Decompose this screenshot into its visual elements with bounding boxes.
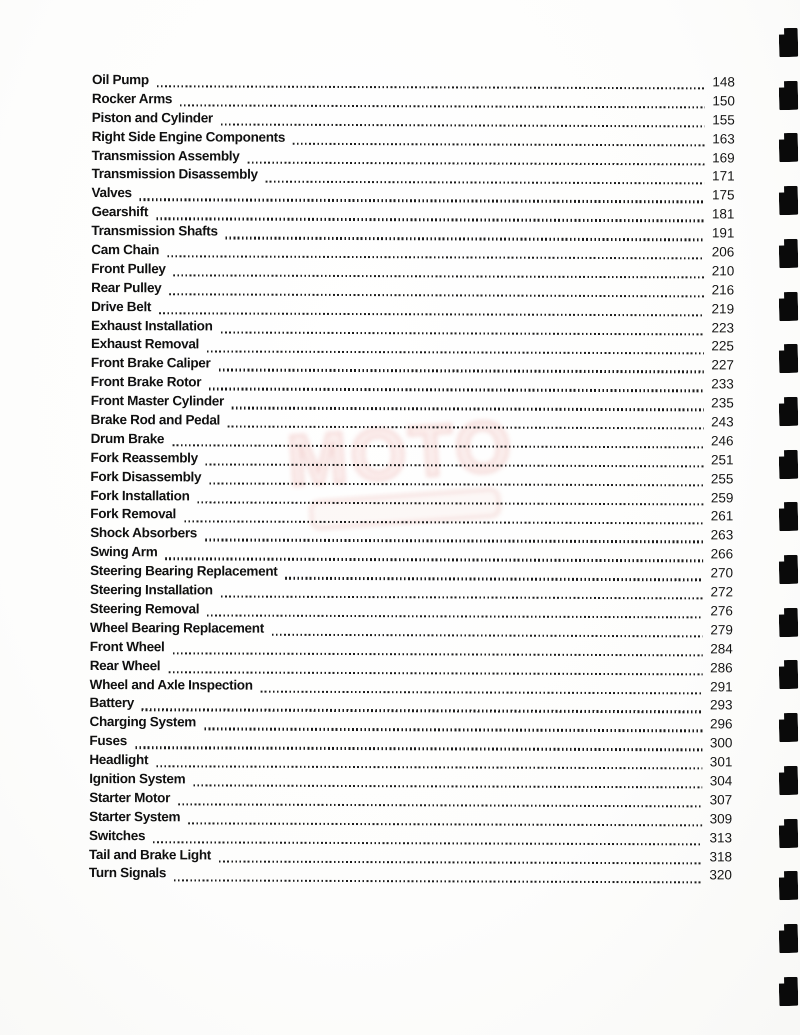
toc-entry-page: 181: [711, 206, 735, 222]
binder-tab-mark: [779, 344, 799, 373]
toc-entry: [90, 658, 733, 679]
dot-leader: [285, 577, 703, 581]
dot-leader: [247, 161, 704, 165]
toc-entry: [91, 299, 734, 320]
toc-entry: [90, 563, 733, 584]
toc-entry-page: 246: [711, 433, 734, 449]
toc-entry-page: 270: [710, 565, 734, 581]
toc-entry-page: 263: [710, 527, 734, 543]
toc-entry-title: Headlight: [89, 752, 149, 768]
toc-entry: [91, 204, 734, 225]
toc-entry: [89, 790, 732, 811]
toc-entry: [91, 261, 734, 282]
binder-tab-mark: [779, 818, 799, 847]
toc-entry-title: Drive Belt: [91, 298, 152, 314]
toc-entry: [91, 318, 734, 339]
toc-entry: [91, 336, 734, 357]
dot-leader: [218, 369, 703, 373]
toc-entry-page: 227: [711, 357, 734, 373]
dot-leader: [159, 312, 704, 316]
toc-entry: [90, 695, 733, 716]
toc-entry-title: Valves: [91, 185, 132, 201]
toc-entry: [92, 72, 735, 93]
toc-entry-page: 163: [712, 131, 735, 147]
toc-entry-title: Rear Pulley: [91, 279, 162, 296]
toc-entry: [90, 506, 733, 527]
toc-entry: [91, 393, 734, 414]
toc-entry-page: 225: [711, 338, 734, 354]
dot-leader: [167, 255, 704, 259]
binder-tab-mark: [779, 397, 799, 426]
dot-leader: [153, 841, 702, 845]
toc-entry-title: Front Master Cylinder: [90, 393, 225, 409]
toc-entry-title: Battery: [89, 695, 135, 711]
toc-entry-title: Fork Removal: [90, 506, 177, 522]
dot-leader: [178, 803, 702, 807]
toc-entry-title: Piston and Cylinder: [91, 109, 213, 126]
dot-leader: [168, 671, 702, 675]
toc-entry-page: 191: [711, 225, 735, 241]
toc-entry-page: 293: [710, 697, 733, 713]
toc-entry: [90, 488, 733, 509]
toc-entry-title: Gearshift: [91, 204, 149, 220]
toc-entry-title: Starter System: [89, 808, 181, 825]
toc-entry-title: Transmission Shafts: [91, 223, 218, 239]
toc-entry: [91, 223, 734, 244]
dot-leader: [221, 123, 705, 127]
toc-entry-page: 318: [709, 848, 733, 864]
binder-tab-mark: [779, 291, 799, 320]
binder-tab-mark: [779, 449, 799, 478]
dot-leader: [232, 407, 704, 411]
toc-entry-page: 284: [710, 641, 733, 657]
dot-leader: [209, 388, 704, 392]
dot-leader: [219, 860, 702, 864]
toc-entry: [90, 582, 733, 603]
dot-leader: [207, 350, 704, 354]
dot-leader: [198, 501, 704, 505]
dot-leader: [165, 558, 703, 562]
dot-leader: [261, 690, 703, 694]
toc-entry-title: Exhaust Removal: [90, 336, 200, 352]
toc-entry-title: Fork Installation: [90, 487, 190, 503]
toc-entry-title: Shock Absorbers: [90, 525, 198, 541]
dot-leader: [172, 652, 702, 656]
dot-leader: [206, 463, 704, 467]
toc-entry: [90, 676, 733, 697]
binder-tab-mark: [779, 766, 799, 795]
toc-entry: [90, 620, 733, 641]
binder-tab-mark: [779, 28, 799, 57]
dot-leader: [188, 822, 702, 826]
toc-entry: [91, 280, 734, 301]
dot-leader: [184, 520, 703, 524]
toc-entry-title: Right Side Engine Components: [91, 128, 286, 145]
toc-entry-page: 169: [712, 149, 735, 166]
toc-entry-page: 171: [712, 168, 735, 184]
toc-entry-title: Steering Bearing Replacement: [90, 563, 278, 579]
dot-leader: [180, 104, 705, 108]
toc-entry-page: 313: [709, 830, 733, 846]
dot-leader: [193, 784, 702, 788]
toc-entry-page: 216: [711, 282, 735, 298]
toc-entry: [89, 733, 732, 754]
toc-entry-title: Ignition System: [89, 770, 186, 787]
toc-entry-title: Front Pulley: [91, 260, 166, 277]
toc-entry: [90, 639, 733, 660]
toc-entry-title: Fuses: [89, 733, 127, 749]
toc-entry-page: 155: [712, 112, 735, 128]
toc-entry: [91, 185, 734, 206]
toc-entry: [89, 847, 732, 868]
toc-entry-page: 148: [712, 74, 735, 90]
toc-entry-title: Front Wheel: [89, 638, 165, 655]
dot-leader: [266, 180, 705, 184]
toc-entry-title: Charging System: [89, 714, 197, 730]
toc-entry: [92, 110, 735, 131]
dot-leader: [174, 274, 705, 278]
binder-tab-mark: [779, 976, 799, 1005]
dot-leader: [204, 728, 702, 732]
toc-entry-title: Exhaust Installation: [90, 317, 213, 334]
toc-entry-title: Wheel and Axle Inspection: [89, 676, 253, 693]
toc-list: [89, 72, 735, 887]
toc-entry-page: 255: [710, 471, 734, 487]
toc-entry-title: Steering Removal: [89, 600, 200, 617]
toc-entry-page: 291: [710, 678, 733, 694]
toc-entry-title: Front Brake Rotor: [90, 374, 202, 390]
toc-entry-page: 276: [710, 603, 733, 619]
toc-entry: [89, 865, 732, 886]
toc-entry: [90, 601, 733, 622]
dot-leader: [205, 539, 703, 543]
binder-tab-mark: [779, 713, 799, 742]
binder-tab-mark: [779, 133, 799, 162]
binder-tab-mark: [779, 660, 799, 689]
binder-tab-mark: [779, 502, 799, 531]
toc-entry-title: Switches: [89, 827, 146, 843]
dot-leader: [272, 634, 703, 638]
toc-entry: [89, 714, 732, 735]
toc-entry-title: Rocker Arms: [91, 90, 173, 107]
dot-leader: [135, 746, 702, 750]
toc-entry: [91, 242, 734, 263]
toc-entry-page: 307: [709, 792, 733, 808]
toc-entry: [91, 412, 734, 433]
toc-entry-page: 150: [712, 93, 735, 109]
toc-entry: [89, 828, 732, 849]
dot-leader: [226, 237, 705, 241]
toc-entry: [92, 91, 735, 112]
toc-entry-page: 261: [710, 508, 734, 524]
toc-entry-title: Front Brake Caliper: [90, 355, 211, 371]
toc-entry-page: 219: [711, 301, 735, 317]
toc-entry-title: Brake Rod and Pedal: [90, 412, 221, 428]
toc-entry-page: 309: [709, 811, 733, 827]
dot-leader: [172, 444, 703, 448]
toc-entry-page: 251: [710, 452, 734, 468]
toc-entry-title: Tail and Brake Light: [88, 846, 212, 862]
dot-leader: [207, 614, 703, 618]
toc-entry-page: 175: [711, 187, 735, 203]
toc-entry-title: Starter Motor: [89, 789, 171, 806]
binder-tab-mark: [779, 607, 799, 636]
toc-entry-page: 233: [711, 376, 734, 392]
toc-entry: [91, 431, 734, 452]
toc-entry-title: Drum Brake: [90, 430, 165, 447]
toc-entry-page: 286: [710, 659, 733, 676]
dot-leader: [156, 218, 704, 222]
toc-entry-page: 272: [710, 584, 734, 600]
dot-leader: [228, 426, 704, 430]
binder-tab-mark: [779, 186, 799, 215]
toc-entry-title: Steering Installation: [89, 582, 213, 598]
dot-leader: [293, 143, 705, 147]
binder-tab-mark: [779, 871, 799, 900]
toc-entry: [89, 771, 732, 792]
toc-entry: [90, 450, 733, 471]
toc-entry: [90, 544, 733, 565]
toc-entry: [92, 129, 735, 150]
toc-entry-title: Transmission Assembly: [91, 147, 240, 164]
binder-tab-mark: [779, 924, 799, 953]
toc-entry-title: Transmission Disassembly: [91, 166, 258, 183]
toc-entry: [89, 809, 732, 830]
toc-entry-title: Wheel Bearing Replacement: [89, 619, 264, 636]
binder-tab-mark: [779, 239, 799, 268]
dot-leader: [221, 596, 703, 600]
toc-entry-page: 266: [710, 546, 734, 562]
toc-entry-title: Fork Reassembly: [90, 449, 198, 466]
watermark-text: MOTO: [284, 406, 517, 502]
toc-entry-page: 210: [711, 263, 735, 279]
toc-entry: [91, 355, 734, 376]
toc-entry: [91, 374, 734, 395]
toc-entry-title: Swing Arm: [90, 544, 158, 560]
binder-tab-mark: [779, 555, 799, 584]
toc-entry-page: 206: [711, 244, 735, 260]
binder-tab-mark: [779, 80, 799, 109]
toc-entry-page: 259: [710, 489, 734, 506]
toc-entry: [89, 752, 732, 773]
toc-entry: [90, 469, 733, 490]
toc-entry-page: 304: [709, 773, 733, 789]
toc-entry-page: 296: [709, 716, 733, 732]
dot-leader: [221, 331, 704, 335]
toc-entry-page: 235: [711, 395, 734, 411]
toc-entry-title: Rear Wheel: [89, 657, 161, 673]
toc-entry: [92, 166, 735, 187]
toc-entry: [90, 525, 733, 546]
toc-entry-page: 223: [711, 319, 735, 336]
dot-leader: [209, 482, 703, 486]
dot-leader: [169, 293, 704, 297]
dot-leader: [157, 85, 705, 89]
toc-entry: [92, 148, 735, 169]
toc-entry-page: 279: [710, 622, 733, 638]
dot-leader: [156, 765, 702, 769]
toc-entry-title: Turn Signals: [88, 865, 167, 881]
toc-entry-page: 300: [709, 735, 733, 751]
toc-entry-title: Fork Disassembly: [90, 468, 202, 485]
toc-entry-title: Cam Chain: [91, 242, 160, 258]
toc-entry-page: 320: [709, 867, 732, 883]
toc-entry-page: 243: [711, 414, 734, 430]
dot-leader: [174, 879, 702, 883]
dot-leader: [140, 199, 705, 203]
toc-entry-title: Oil Pump: [91, 72, 149, 88]
dot-leader: [142, 709, 703, 713]
toc-entry-page: 301: [709, 754, 733, 770]
